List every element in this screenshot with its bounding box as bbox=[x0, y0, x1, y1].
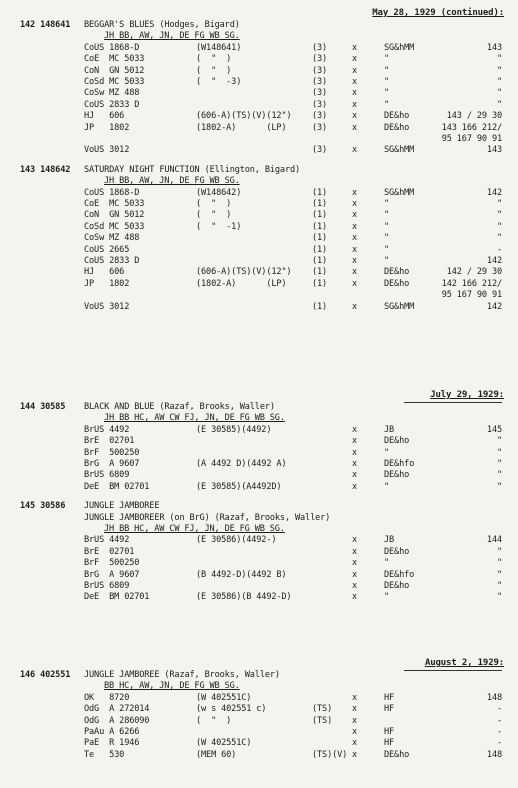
cross-reference: 143 166 212/ 95 167 90 91 bbox=[441, 122, 502, 144]
matrix-number: (1802-A) (LP) bbox=[196, 122, 287, 133]
cross-reference: 145 bbox=[486, 424, 502, 435]
source-code: " bbox=[384, 99, 390, 110]
x-mark: x bbox=[352, 424, 358, 435]
source-code: " bbox=[384, 481, 390, 492]
label-number: OK 8720 bbox=[84, 692, 130, 703]
cross-reference: " bbox=[496, 99, 502, 110]
matrix-number: (1802-A) (LP) bbox=[196, 278, 287, 289]
matrix-number: ( " ) bbox=[196, 210, 232, 221]
cross-reference: - bbox=[496, 738, 502, 749]
take-number: (3) bbox=[312, 42, 328, 53]
label-number: OdG A 272014 bbox=[84, 704, 150, 715]
source-code: DE&ho bbox=[384, 267, 410, 278]
take-number: (TS)(V) bbox=[312, 749, 348, 760]
personnel: JH BB HC, AW CW FJ, JN, DE FG WB SG. bbox=[104, 413, 285, 424]
x-mark: x bbox=[352, 99, 358, 110]
matrix-number: (W 402551C) bbox=[196, 692, 252, 703]
take-number: (3) bbox=[312, 145, 328, 156]
label-number: CoSw MZ 488 bbox=[84, 233, 140, 244]
take-number: (1) bbox=[312, 301, 328, 312]
matrix-number: (W 402551C) bbox=[196, 738, 252, 749]
cross-reference: 144 bbox=[486, 535, 502, 546]
label-number: OdG A 286090 bbox=[84, 715, 150, 726]
song-title: SATURDAY NIGHT FUNCTION (Ellington, Bigard) bbox=[84, 164, 301, 175]
take-number: (3) bbox=[312, 88, 328, 99]
label-number: PaE R 1946 bbox=[84, 738, 140, 749]
source-code: JB bbox=[384, 424, 395, 435]
x-mark: x bbox=[352, 704, 358, 715]
x-mark: x bbox=[352, 481, 358, 492]
label-number: BrF 500250 bbox=[84, 447, 140, 458]
label-number: BrE 02701 bbox=[84, 436, 135, 447]
x-mark: x bbox=[352, 187, 358, 198]
cross-reference: " bbox=[496, 65, 502, 76]
song-title: JUNGLE JAMBOREE (Razaf, Brooks, Waller) bbox=[84, 670, 280, 680]
x-mark: x bbox=[352, 692, 358, 703]
x-mark: x bbox=[352, 199, 358, 209]
record-number: 142 148641 bbox=[20, 20, 71, 30]
session-date: May 28, 1929 (continued): bbox=[372, 8, 504, 18]
matrix-number: (E 30585)(4492) bbox=[196, 424, 272, 435]
source-code: DE&ho bbox=[384, 436, 410, 447]
matrix-number: (E 30586)(4492-) bbox=[196, 535, 277, 546]
record-number: 144 30585 bbox=[20, 402, 66, 412]
x-mark: x bbox=[352, 65, 358, 76]
source-code: DE&ho bbox=[384, 749, 410, 760]
x-mark: x bbox=[352, 546, 358, 557]
matrix-number: ( " ) bbox=[196, 715, 232, 726]
personnel: JH BB, AW, JN, DE FG WB SG. bbox=[104, 31, 240, 42]
matrix-number: (w s 402551 c) bbox=[196, 704, 267, 715]
source-code: " bbox=[384, 54, 390, 65]
source-code: DE&ho bbox=[384, 122, 410, 133]
source-code: DE&hfo bbox=[384, 569, 415, 580]
cross-reference: " bbox=[496, 569, 502, 580]
cross-reference: 142 166 212/ 95 167 90 91 bbox=[441, 278, 502, 300]
label-number: CoSd MC 5033 bbox=[84, 77, 145, 87]
source-code: JB bbox=[384, 535, 395, 546]
label-number: CoSd MC 5033 bbox=[84, 221, 145, 232]
label-number: DeE BM 02701 bbox=[84, 481, 150, 492]
matrix-number: ( " ) bbox=[196, 65, 232, 76]
cross-reference: - bbox=[496, 244, 502, 255]
record-number: 146 402551 bbox=[20, 670, 71, 680]
cross-reference: 142 bbox=[486, 256, 502, 266]
song-subtitle: JUNGLE JAMBOREER (on BrG) (Razaf, Brooks, Waller) bbox=[84, 512, 331, 523]
cross-reference: - bbox=[496, 715, 502, 726]
personnel: JH BB, AW, JN, DE FG WB SG. bbox=[104, 176, 240, 187]
label-number: PaAu A 6266 bbox=[84, 727, 140, 737]
cross-reference: " bbox=[496, 77, 502, 87]
source-code: " bbox=[384, 210, 390, 221]
matrix-number: (B 4492-D)(4492 B) bbox=[196, 569, 287, 580]
source-code: " bbox=[384, 592, 390, 603]
take-number: (1) bbox=[312, 278, 328, 289]
cross-reference: " bbox=[496, 546, 502, 557]
matrix-number: (606-A)(TS)(V)(12") bbox=[196, 111, 292, 122]
label-number: CoE MC 5033 bbox=[84, 54, 145, 65]
x-mark: x bbox=[352, 569, 358, 580]
x-mark: x bbox=[352, 436, 358, 447]
label-number: CoN GN 5012 bbox=[84, 210, 145, 221]
source-code: SG&hMM bbox=[384, 301, 415, 312]
label-number: CoUS 1868-D bbox=[84, 187, 140, 198]
x-mark: x bbox=[352, 221, 358, 232]
session-divider bbox=[404, 670, 502, 671]
x-mark: x bbox=[352, 592, 358, 603]
x-mark: x bbox=[352, 459, 358, 469]
source-code: SG&hMM bbox=[384, 42, 415, 53]
session-date: August 2, 1929: bbox=[424, 658, 504, 668]
cross-reference: " bbox=[496, 558, 502, 569]
x-mark: x bbox=[352, 88, 358, 99]
cross-reference: 142 bbox=[486, 187, 502, 198]
take-number: (1) bbox=[312, 187, 328, 198]
take-number: (3) bbox=[312, 54, 328, 65]
source-code: DE&ho bbox=[384, 581, 410, 591]
source-code: " bbox=[384, 88, 390, 99]
source-code: " bbox=[384, 233, 390, 244]
cross-reference: " bbox=[496, 592, 502, 603]
x-mark: x bbox=[352, 447, 358, 458]
label-number: BrG A 9607 bbox=[84, 569, 140, 580]
personnel: BB HC, AW, JN, DE FG WB SG. bbox=[104, 681, 240, 692]
label-number: CoN GN 5012 bbox=[84, 65, 145, 76]
source-code: HF bbox=[384, 692, 395, 703]
cross-reference: " bbox=[496, 233, 502, 244]
take-number: (1) bbox=[312, 210, 328, 221]
take-number: (3) bbox=[312, 99, 328, 110]
x-mark: x bbox=[352, 244, 358, 255]
label-number: BrUS 4492 bbox=[84, 424, 130, 435]
x-mark: x bbox=[352, 535, 358, 546]
x-mark: x bbox=[352, 470, 358, 481]
source-code: SG&hMM bbox=[384, 145, 415, 156]
source-code: DE&ho bbox=[384, 111, 410, 122]
cross-reference: - bbox=[496, 704, 502, 715]
take-number: (3) bbox=[312, 65, 328, 76]
take-number: (TS) bbox=[312, 704, 333, 715]
x-mark: x bbox=[352, 738, 358, 749]
label-number: CoE MC 5033 bbox=[84, 199, 145, 209]
matrix-number: ( " ) bbox=[196, 54, 232, 65]
label-number: HJ 606 bbox=[84, 111, 125, 122]
x-mark: x bbox=[352, 111, 358, 122]
matrix-number: ( " -1) bbox=[196, 221, 242, 232]
source-code: HF bbox=[384, 704, 395, 715]
label-number: BrE 02701 bbox=[84, 546, 135, 557]
x-mark: x bbox=[352, 54, 358, 65]
take-number: (3) bbox=[312, 111, 328, 122]
source-code: " bbox=[384, 447, 390, 458]
cross-reference: " bbox=[496, 221, 502, 232]
label-number: BrUS 4492 bbox=[84, 535, 130, 546]
label-number: BrUS 6809 bbox=[84, 470, 130, 481]
x-mark: x bbox=[352, 301, 358, 312]
matrix-number: (606-A)(TS)(V)(12") bbox=[196, 267, 292, 278]
x-mark: x bbox=[352, 749, 358, 760]
cross-reference: " bbox=[496, 470, 502, 481]
cross-reference: 143 bbox=[486, 42, 502, 53]
x-mark: x bbox=[352, 558, 358, 569]
x-mark: x bbox=[352, 77, 358, 87]
label-number: HJ 606 bbox=[84, 267, 125, 278]
take-number: (3) bbox=[312, 77, 328, 87]
take-number: (1) bbox=[312, 199, 328, 209]
song-title: BLACK AND BLUE (Razaf, Brooks, Waller) bbox=[84, 402, 275, 412]
label-number: DeE BM 02701 bbox=[84, 592, 150, 603]
record-number: 145 30586 bbox=[20, 501, 66, 512]
source-code: " bbox=[384, 65, 390, 76]
cross-reference: " bbox=[496, 436, 502, 447]
cross-reference: " bbox=[496, 54, 502, 65]
record-number: 143 148642 bbox=[20, 164, 71, 175]
cross-reference: - bbox=[496, 727, 502, 737]
matrix-number: (W148642) bbox=[196, 187, 242, 198]
source-code: " bbox=[384, 199, 390, 209]
song-title: BEGGAR'S BLUES (Hodges, Bigard) bbox=[84, 20, 240, 30]
cross-reference: 143 / 29 30 bbox=[446, 111, 502, 122]
x-mark: x bbox=[352, 122, 358, 133]
session-divider bbox=[404, 402, 502, 403]
source-code: DE&ho bbox=[384, 278, 410, 289]
label-number: CoUS 2665 bbox=[84, 244, 130, 255]
cross-reference: " bbox=[496, 481, 502, 492]
matrix-number: ( " ) bbox=[196, 199, 232, 209]
label-number: CoSw MZ 488 bbox=[84, 88, 140, 99]
matrix-number: ( " -3) bbox=[196, 77, 242, 87]
label-number: BrUS 6809 bbox=[84, 581, 130, 591]
x-mark: x bbox=[352, 210, 358, 221]
cross-reference: " bbox=[496, 459, 502, 469]
matrix-number: (W148641) bbox=[196, 42, 242, 53]
label-number: CoUS 2833 D bbox=[84, 99, 140, 110]
label-number: CoUS 1868-D bbox=[84, 42, 140, 53]
x-mark: x bbox=[352, 267, 358, 278]
source-code: " bbox=[384, 221, 390, 232]
cross-reference: " bbox=[496, 210, 502, 221]
label-number: VoUS 3012 bbox=[84, 301, 130, 312]
source-code: " bbox=[384, 256, 390, 266]
matrix-number: (MEM 60) bbox=[196, 749, 237, 760]
label-number: CoUS 2833 D bbox=[84, 256, 140, 266]
x-mark: x bbox=[352, 145, 358, 156]
take-number: (1) bbox=[312, 267, 328, 278]
label-number: JP 1802 bbox=[84, 278, 130, 289]
x-mark: x bbox=[352, 581, 358, 591]
cross-reference: 148 bbox=[486, 749, 502, 760]
x-mark: x bbox=[352, 715, 358, 726]
source-code: HF bbox=[384, 727, 395, 737]
cross-reference: 142 / 29 30 bbox=[446, 267, 502, 278]
take-number: (1) bbox=[312, 233, 328, 244]
label-number: BrG A 9607 bbox=[84, 459, 140, 469]
x-mark: x bbox=[352, 727, 358, 737]
label-number: BrF 500250 bbox=[84, 558, 140, 569]
source-code: " bbox=[384, 558, 390, 569]
take-number: (1) bbox=[312, 256, 328, 266]
source-code: DE&ho bbox=[384, 546, 410, 557]
cross-reference: " bbox=[496, 199, 502, 209]
session-date: July 29, 1929: bbox=[430, 390, 504, 400]
cross-reference: 148 bbox=[486, 692, 502, 703]
x-mark: x bbox=[352, 256, 358, 266]
cross-reference: 143 bbox=[486, 145, 502, 156]
label-number: JP 1802 bbox=[84, 122, 130, 133]
source-code: DE&ho bbox=[384, 470, 410, 481]
take-number: (1) bbox=[312, 221, 328, 232]
cross-reference: " bbox=[496, 581, 502, 591]
x-mark: x bbox=[352, 42, 358, 53]
personnel: JH BB HC, AW CW FJ, JN, DE FG WB SG. bbox=[104, 524, 285, 534]
cross-reference: " bbox=[496, 88, 502, 99]
take-number: (1) bbox=[312, 244, 328, 255]
cross-reference: 142 bbox=[486, 301, 502, 312]
source-code: SG&hMM bbox=[384, 187, 415, 198]
source-code: " bbox=[384, 77, 390, 87]
matrix-number: (A 4492 D)(4492 A) bbox=[196, 459, 287, 469]
cross-reference: " bbox=[496, 447, 502, 458]
song-title: JUNGLE JAMBOREE bbox=[84, 501, 160, 512]
matrix-number: (E 30586)(B 4492-D) bbox=[196, 592, 292, 603]
matrix-number: (E 30585)(A4492D) bbox=[196, 481, 282, 492]
source-code: DE&hfo bbox=[384, 459, 415, 469]
x-mark: x bbox=[352, 233, 358, 244]
label-number: Te 530 bbox=[84, 749, 125, 760]
take-number: (TS) bbox=[312, 715, 333, 726]
source-code: HF bbox=[384, 738, 395, 749]
label-number: VoUS 3012 bbox=[84, 145, 130, 156]
source-code: " bbox=[384, 244, 390, 255]
take-number: (3) bbox=[312, 122, 328, 133]
x-mark: x bbox=[352, 278, 358, 289]
